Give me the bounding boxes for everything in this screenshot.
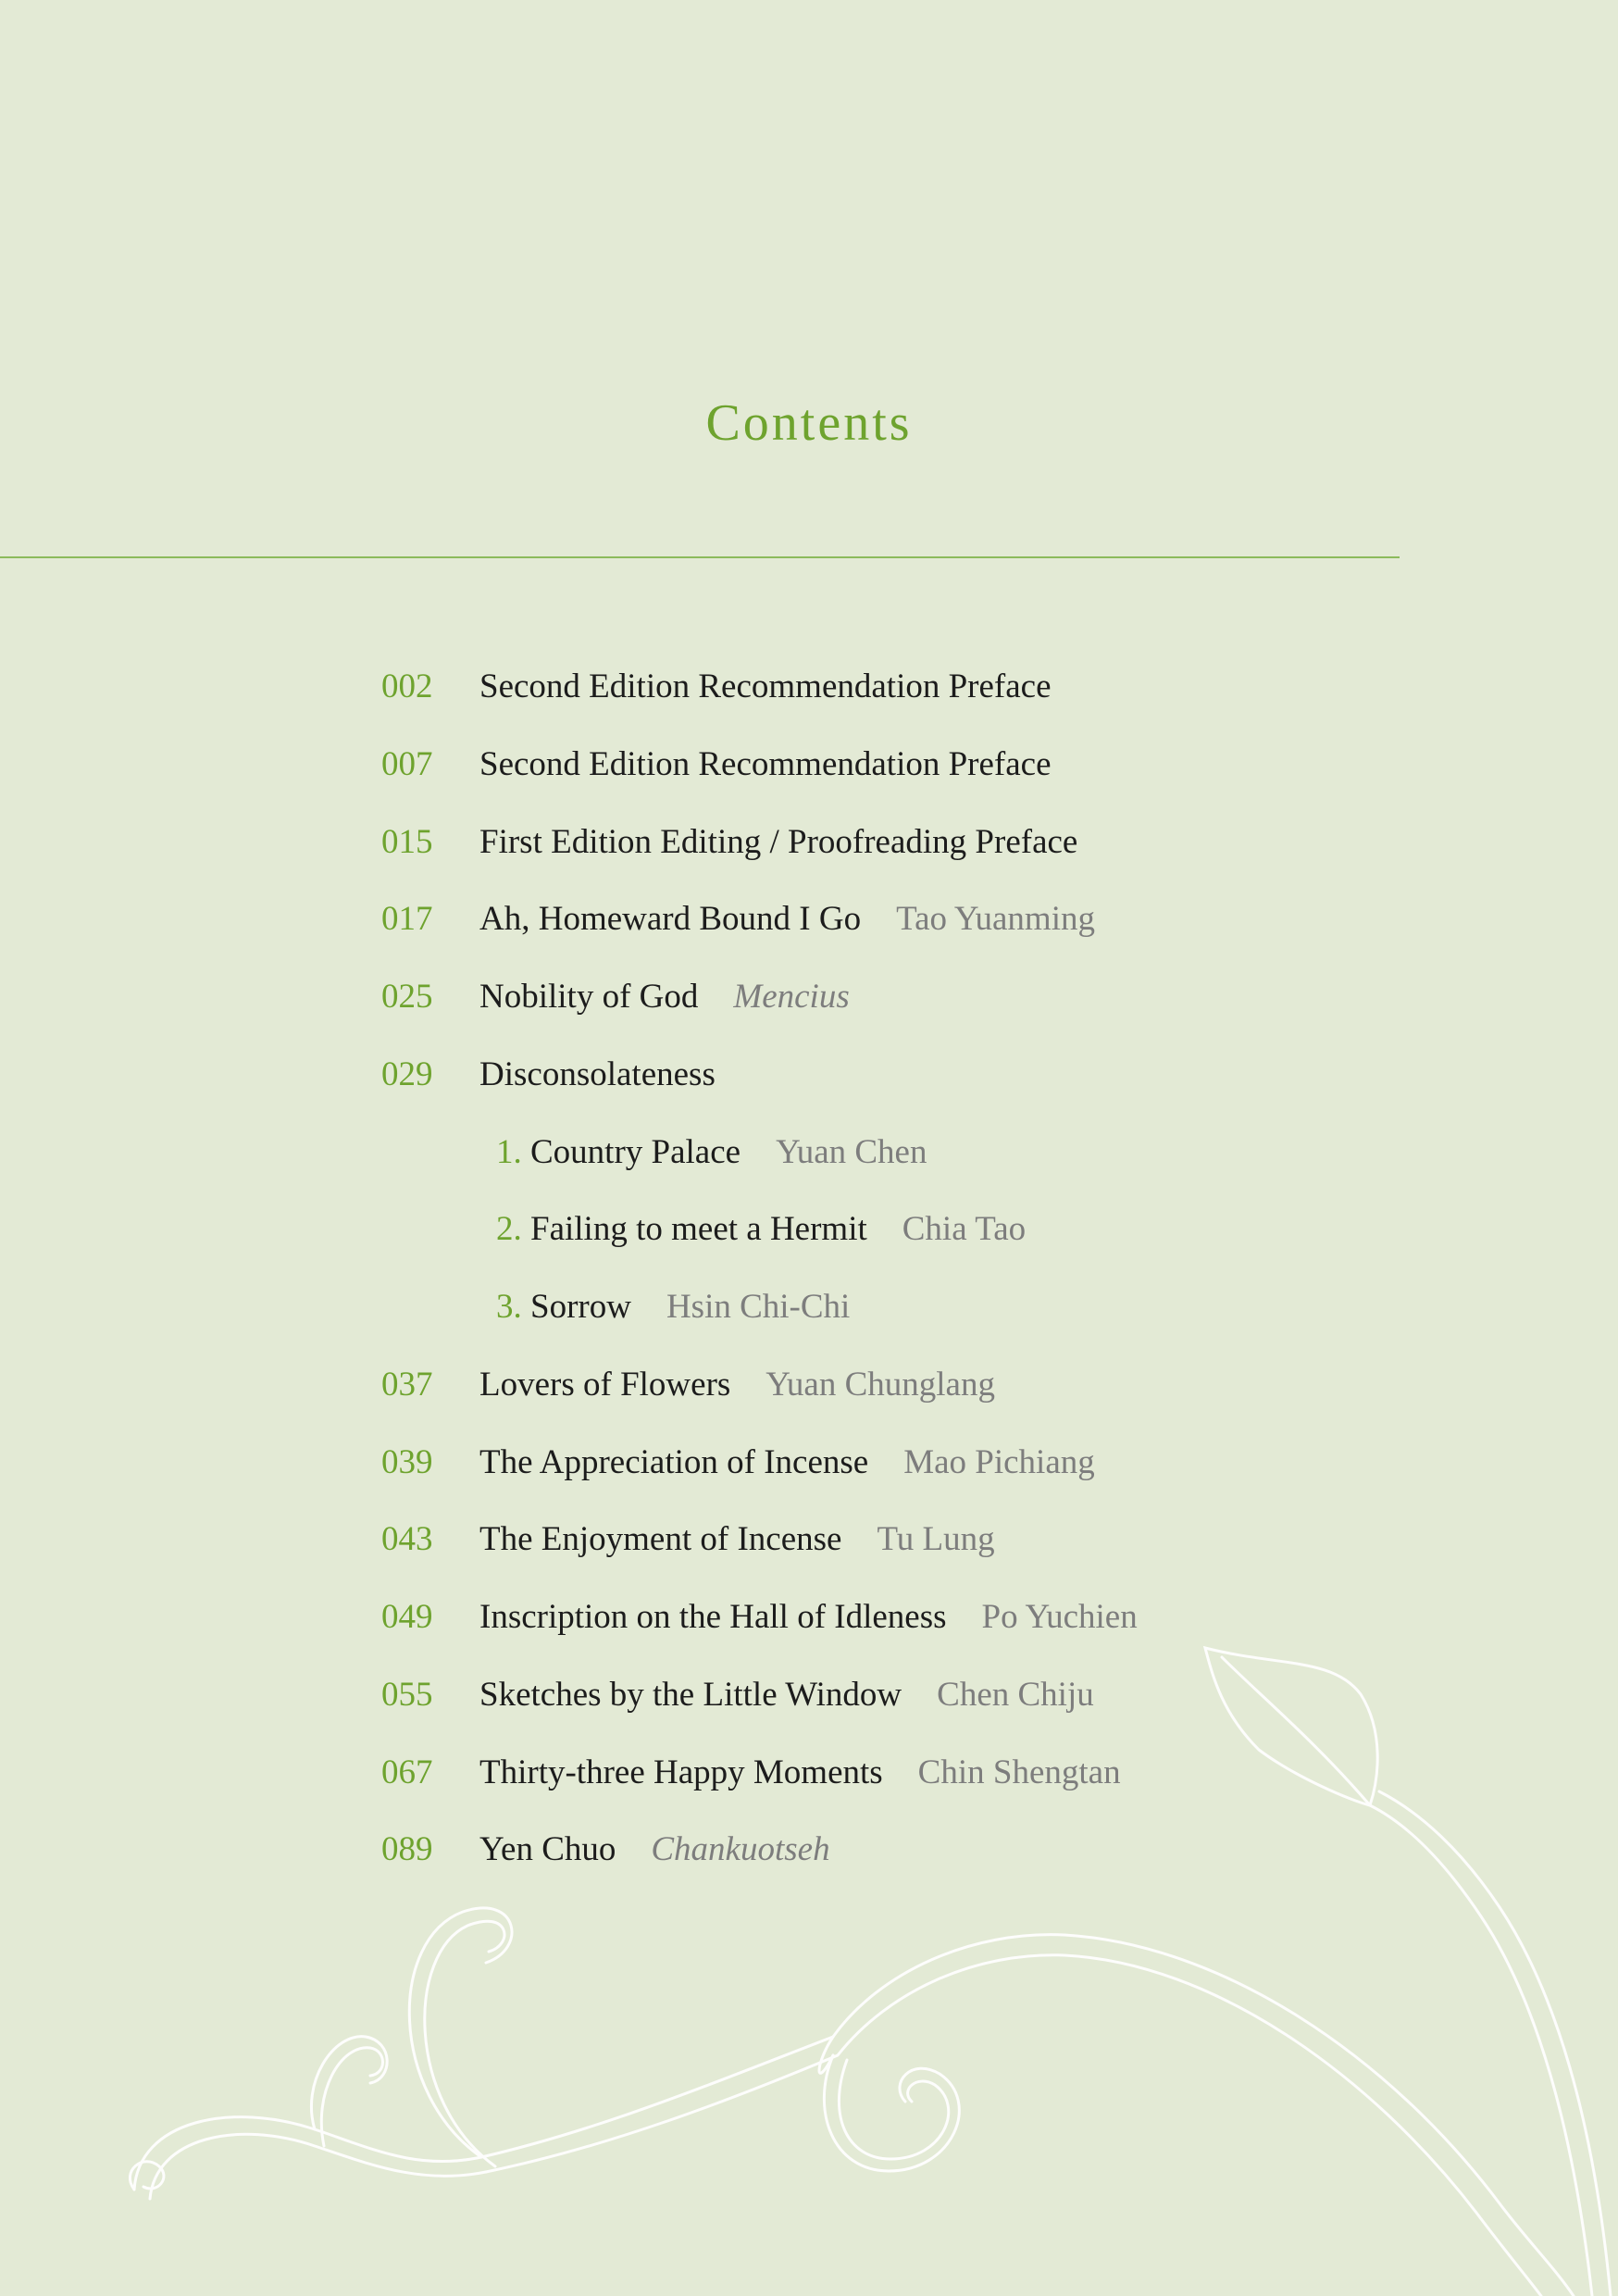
entry-title: Nobility of God: [479, 978, 699, 1016]
entry-title: The Enjoyment of Incense: [479, 1520, 842, 1558]
page-number: 089: [381, 1830, 433, 1868]
entry-author: Tu Lung: [877, 1520, 995, 1558]
entry-author: Chin Shengtan: [917, 1753, 1121, 1791]
entry-title: Yen Chuo: [479, 1830, 616, 1868]
subentry-title: Sorrow: [530, 1288, 631, 1326]
subentry-number: 3.: [496, 1288, 522, 1326]
entry-author: Chen Chiju: [937, 1676, 1094, 1714]
page-number: 043: [381, 1520, 433, 1558]
page-number: 002: [381, 668, 433, 705]
entry-title: First Edition Editing / Proofreading Preface: [479, 823, 1078, 861]
subentry-number: 2.: [496, 1210, 522, 1248]
page-number: 017: [381, 900, 433, 938]
subentry-title: Failing to meet a Hermit: [530, 1210, 867, 1248]
entry-title: Second Edition Recommendation Preface: [479, 745, 1052, 783]
entry-title: Second Edition Recommendation Preface: [479, 668, 1052, 705]
entry-author: Mencius: [733, 978, 850, 1016]
entry-author: Yuan Chunglang: [765, 1366, 995, 1404]
entry-author: Chankuotseh: [651, 1830, 830, 1868]
entry-title: Inscription on the Hall of Idleness: [479, 1598, 947, 1636]
page-number: 025: [381, 978, 433, 1016]
page-number: 007: [381, 745, 433, 783]
entry-title: Sketches by the Little Window: [479, 1676, 902, 1714]
entry-title: The Appreciation of Incense: [479, 1443, 869, 1481]
page-number: 037: [381, 1366, 433, 1404]
page-number: 067: [381, 1753, 433, 1791]
entry-title: Thirty-three Happy Moments: [479, 1753, 883, 1791]
entry-title: Disconsolateness: [479, 1055, 716, 1093]
page-number: 049: [381, 1598, 433, 1636]
entry-title: Ah, Homeward Bound I Go: [479, 900, 862, 938]
page-number: 015: [381, 823, 433, 861]
subentry-author: Hsin Chi-Chi: [666, 1288, 851, 1326]
entry-author: Tao Yuanming: [896, 900, 1095, 938]
subentry-author: Chia Tao: [902, 1210, 1027, 1248]
subentry-author: Yuan Chen: [776, 1133, 927, 1171]
page-number: 039: [381, 1443, 433, 1481]
entry-author: Po Yuchien: [981, 1598, 1138, 1636]
page-title: Contents: [705, 394, 913, 452]
subentry-number: 1.: [496, 1133, 522, 1171]
entry-author: Mao Pichiang: [903, 1443, 1095, 1481]
page-number: 029: [381, 1055, 433, 1093]
entry-title: Lovers of Flowers: [479, 1366, 731, 1404]
page-number: 055: [381, 1676, 433, 1714]
subentry-title: Country Palace: [530, 1133, 741, 1171]
